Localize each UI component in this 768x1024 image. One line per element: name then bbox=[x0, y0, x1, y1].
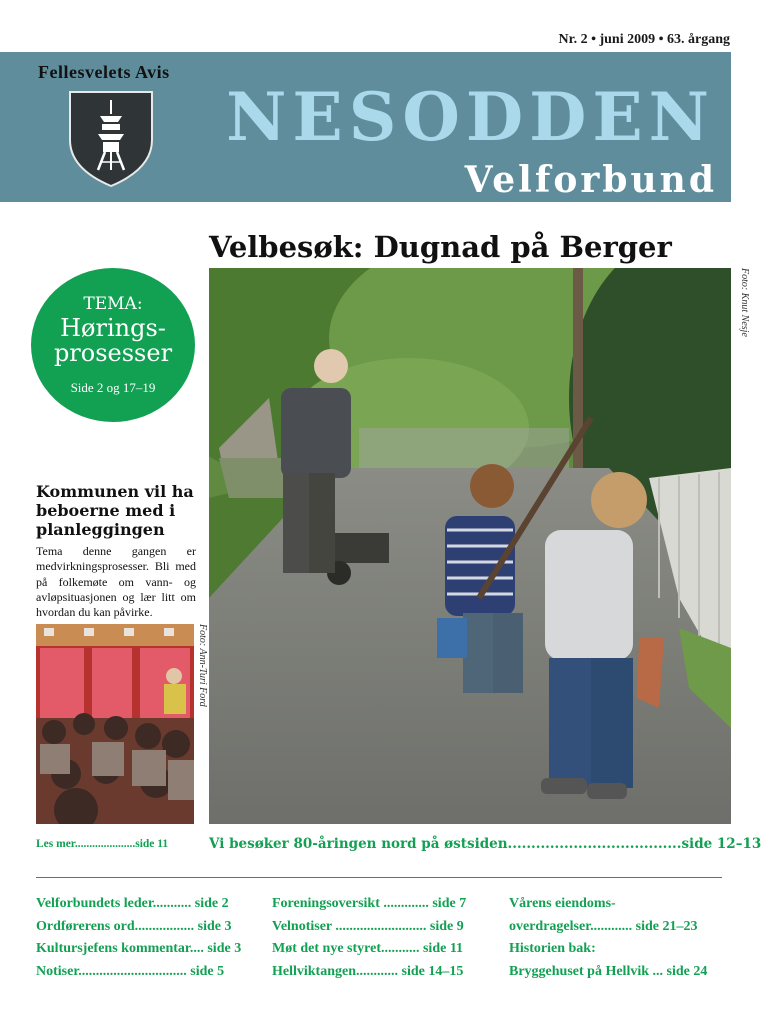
side-article-text: Tema denne gangen er medvirkningsprosesser. Bli med på folkemøte om vann- og avløpsituasjonen og lær litt om hvordan du kan påvirke. bbox=[36, 544, 196, 620]
toc-item[interactable]: Foreningsoversikt ............. side 7 bbox=[272, 896, 467, 911]
toc-item[interactable]: Velforbundets leder........... side 2 bbox=[36, 896, 229, 911]
toc-item[interactable]: Historien bak: bbox=[509, 941, 596, 957]
cover-headline: Velbesøk: Dugnad på Berger bbox=[209, 230, 672, 264]
paper-name: Fellesvelets Avis bbox=[38, 62, 170, 82]
toc-item[interactable]: Notiser............................... side 5 bbox=[36, 964, 225, 980]
theme-pages: Side 2 og 17–19 bbox=[70, 380, 156, 395]
toc-item[interactable]: overdragelser............ side 21–23 bbox=[509, 918, 698, 934]
newspaper-subtitle: Velforbund bbox=[464, 159, 717, 201]
theme-label: TEMA: bbox=[83, 294, 143, 314]
side-article-heading: Kommunen vil ha beboerne med i planleggingen bbox=[36, 482, 194, 540]
issue-info: Nr. 2 • juni 2009 • 63. årgang bbox=[558, 32, 730, 47]
read-more-link[interactable]: Les mer.....................side 11 bbox=[36, 838, 169, 850]
meeting-photo bbox=[36, 624, 194, 824]
toc-item[interactable]: Ordførerens ord................. side 3 bbox=[36, 918, 232, 934]
newspaper-title: NESODDEN bbox=[226, 78, 715, 156]
feature-teaser[interactable]: Vi besøker 80-åringen nord på østsiden.....................................side 12–13 bbox=[209, 836, 762, 852]
theme-title bbox=[31, 316, 195, 366]
theme-title-line2: prosesser bbox=[53, 339, 173, 368]
theme-title-line1: Hørings- bbox=[60, 314, 166, 342]
cover-photo bbox=[209, 268, 731, 824]
toc-item[interactable]: Kultursjefens kommentar.... side 3 bbox=[36, 941, 242, 957]
masthead bbox=[0, 52, 731, 202]
crest-logo-icon bbox=[68, 90, 154, 188]
photo-credit: Foto: Knut Nesje bbox=[739, 268, 750, 337]
toc-item[interactable]: Velnotiser .......................... side 9 bbox=[272, 918, 464, 934]
toc-column-2 bbox=[272, 896, 466, 987]
toc-item[interactable]: Bryggehuset på Hellvik ... side 24 bbox=[509, 964, 708, 980]
toc-column-3 bbox=[509, 896, 707, 987]
toc-column-1 bbox=[36, 896, 241, 987]
toc-item[interactable]: Møt det nye styret........... side 11 bbox=[272, 941, 464, 957]
divider bbox=[36, 877, 722, 878]
toc-item[interactable]: Hellviktangen............ side 14–15 bbox=[272, 964, 464, 980]
toc-item[interactable]: Vårens eiendoms- bbox=[509, 896, 616, 911]
photo-credit: Foto: Ann-Turi Ford bbox=[197, 624, 208, 707]
theme-badge bbox=[31, 268, 195, 422]
